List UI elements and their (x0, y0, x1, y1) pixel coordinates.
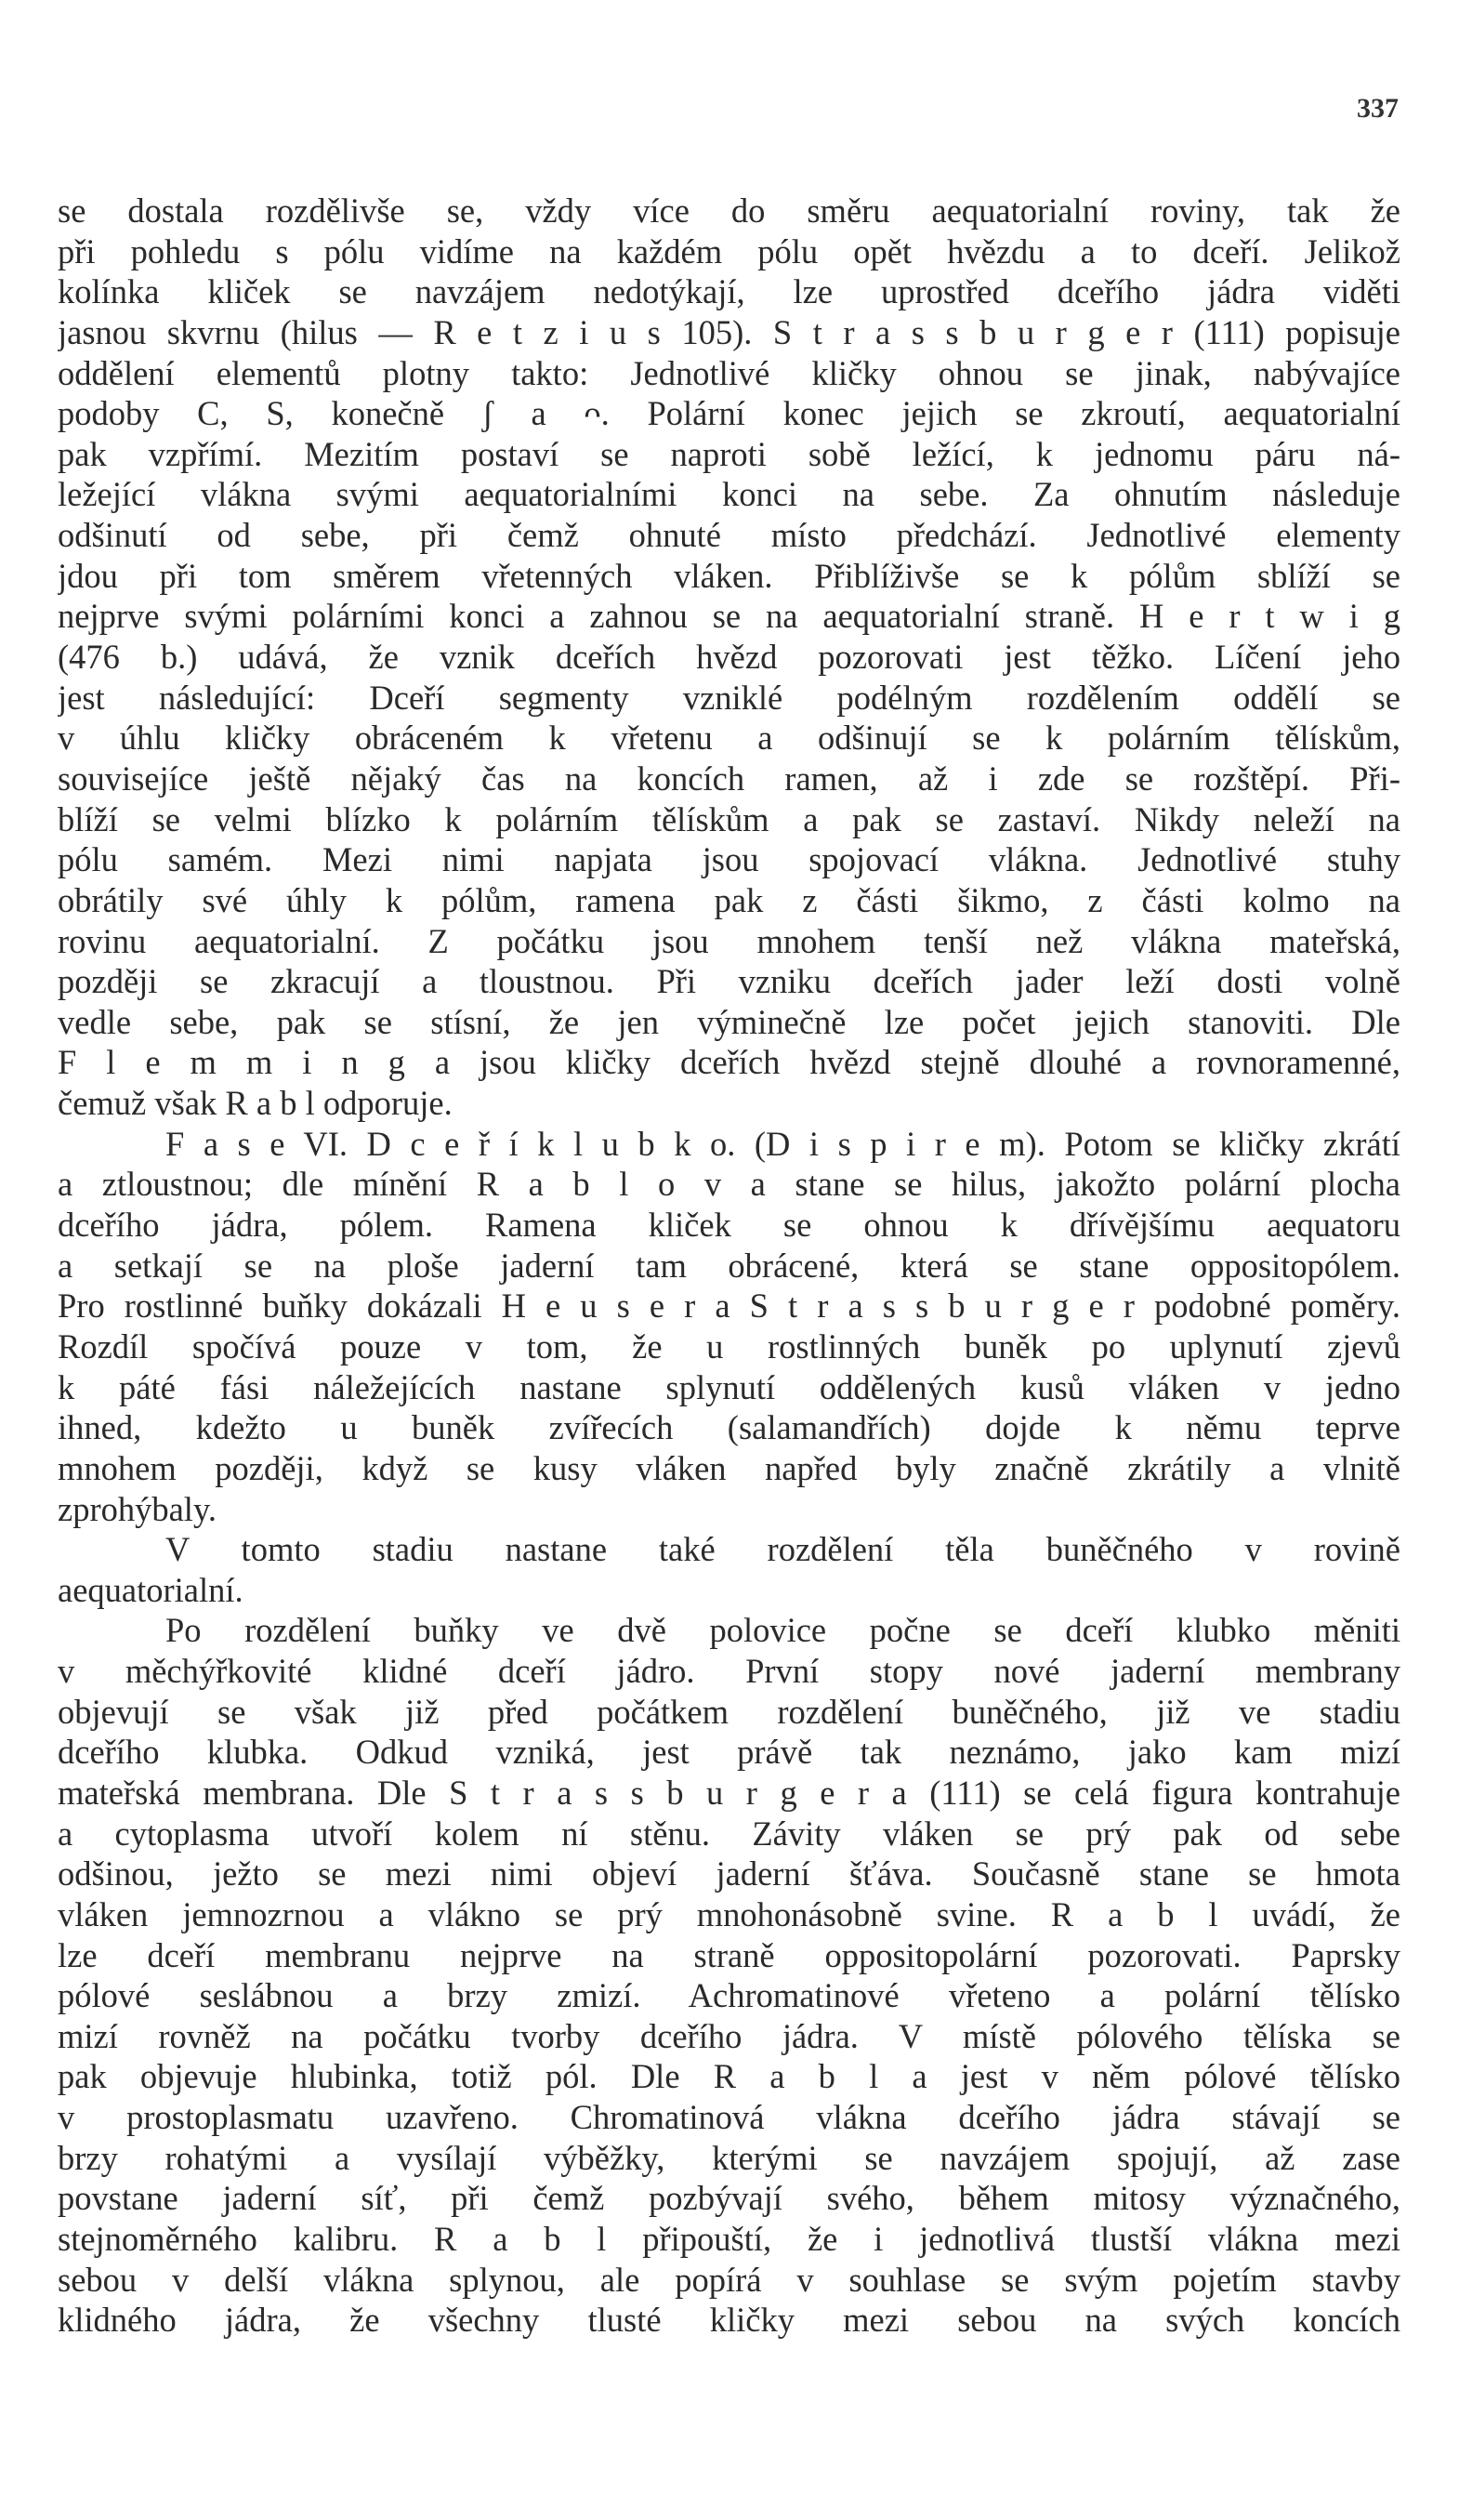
text-line: souvisejíce ještě nějaký čas na koncích ramen, až i zde se rozštěpí. Při- (58, 759, 1400, 798)
text-line: podoby C, S, konečně ʃ a ᴖ. Polární konec jejich se zkroutí, aequatorialní (58, 394, 1400, 433)
text-line: pólové seslábnou a brzy zmizí. Achromatinové vřeteno a polární tělísko (58, 1976, 1400, 2015)
page-number: 337 (1357, 93, 1399, 124)
text-line: v měchýřkovité klidné dceří jádro. První stopy nové jaderní membrany (58, 1652, 1400, 1691)
text-line: (476 b.) udává, že vznik dceřích hvězd pozorovati jest těžko. Líčení jeho (58, 638, 1400, 677)
text-line: pak vzpřímí. Mezitím postaví se naproti sobě ležící, k jednomu páru ná- (58, 434, 1400, 473)
text-line: odšinutí od sebe, při čemž ohnuté místo předchází. Jednotlivé elementy (58, 516, 1400, 555)
text-line: objevují se však již před počátkem rozdělení buněčného, již ve stadiu (58, 1692, 1400, 1731)
text-line: ležející vlákna svými aequatorialními konci na sebe. Za ohnutím následuje (58, 475, 1400, 514)
text-line: klidného jádra, že všechny tlusté kličky mezi sebou na svých koncích (58, 2301, 1400, 2340)
text-line: blíží se velmi blízko k polárním tělískům a pak se zastaví. Nikdy neleží na (58, 799, 1400, 838)
text-line: a cytoplasma utvoří kolem ní stěnu. Závity vláken se prý pak od sebe (58, 1814, 1400, 1853)
text-line: Po rozdělení buňky ve dvě polovice počne se dceří klubko měniti (165, 1611, 1400, 1650)
text-line: dceřího jádra, pólem. Ramena kliček se ohnou k dřívějšímu aequatoru (58, 1206, 1400, 1245)
text-line: mateřská membrana. Dle S t r a s s b u r g e r a (111) se celá figura kontrahuje (58, 1773, 1400, 1812)
text-line: a setkají se na ploše jaderní tam obrácené, která se stane oppositopólem. (58, 1246, 1400, 1285)
text-line: Pro rostlinné buňky dokázali H e u s e r a S t r a s s b u r g e r podobné poměry. (58, 1286, 1400, 1326)
text-line: při pohledu s pólu vidíme na každém pólu opět hvězdu a to dceří. Jelikož (58, 231, 1400, 270)
text-line: kolínka kliček se navzájem nedotýkají, lze uprostřed dceřího jádra viděti (58, 272, 1400, 311)
text-line: jest následující: Dceří segmenty vzniklé podélným rozdělením oddělí se (58, 678, 1400, 717)
text-line: lze dceří membranu nejprve na straně oppositopolární pozorovati. Paprsky (58, 1935, 1400, 1974)
text-line: čemuž však R a b l odporuje. (58, 1084, 453, 1123)
text-line: brzy rohatými a vysílají výběžky, kterými se navzájem spojují, až zase (58, 2138, 1400, 2177)
text-line: a ztloustnou; dle mínění R a b l o v a stane se hilus, jakožto polární plocha (58, 1165, 1400, 1204)
text-line: pak objevuje hlubinka, totiž pól. Dle R a b l a jest v něm pólové tělísko (58, 2057, 1400, 2096)
text-line: obrátily své úhly k pólům, ramena pak z části šikmo, z části kolmo na (58, 880, 1400, 919)
text-line: vláken jemnozrnou a vlákno se prý mnohonásobně svine. R a b l uvádí, že (58, 1894, 1400, 1933)
text-line: V tomto stadiu nastane také rozdělení těla buněčného v rovině (165, 1530, 1400, 1569)
text-line: mizí rovněž na počátku tvorby dceřího jádra. V místě pólového tělíska se (58, 2016, 1400, 2055)
text-line: Rozdíl spočívá pouze v tom, že u rostlinných buněk po uplynutí zjevů (58, 1326, 1400, 1366)
text-line: ihned, kdežto u buněk zvířecích (salamandřích) dojde k němu teprve (58, 1408, 1400, 1447)
text-line: mnohem později, když se kusy vláken napřed byly značně zkrátily a vlnitě (58, 1448, 1400, 1487)
text-line: povstane jaderní síť, při čemž pozbývají svého, během mitosy význačného, (58, 2179, 1400, 2218)
text-line: se dostala rozdělivše se, vždy více do směru aequatorialní roviny, tak že (58, 191, 1400, 230)
text-line: jasnou skvrnu (hilus — R e t z i u s 105). S t r a s s b u r g e r (111) popisuje (58, 312, 1400, 351)
text-line: stejnoměrného kalibru. R a b l připouští, že i jednotlivá tlustší vlákna mezi (58, 2220, 1400, 2259)
text-line: v úhlu kličky obráceném k vřetenu a odšinují se k polárním tělískům, (58, 719, 1400, 758)
text-line: k páté fási náležejících nastane splynutí oddělených kusů vláken v jedno (58, 1367, 1400, 1406)
text-line: později se zkracují a tloustnou. Při vzniku dceřích jader leží dosti volně (58, 962, 1400, 1001)
text-line: odšinou, ježto se mezi nimi objeví jaderní šťáva. Současně stane se hmota (58, 1854, 1400, 1893)
text-line: jdou při tom směrem vřetenných vláken. Přiblíživše se k pólům sblíží se (58, 556, 1400, 595)
text-line: zprohýbaly. (58, 1489, 217, 1528)
body-text (58, 191, 1400, 2341)
text-line: F a s e VI. D c e ř í k l u b k o. (D i s p i r e m). Potom se kličky zkrátí (165, 1124, 1400, 1163)
text-line: v prostoplasmatu uzavřeno. Chromatinová vlákna dceřího jádra stávají se (58, 2098, 1400, 2137)
text-line: oddělení elementů plotny takto: Jednotlivé kličky ohnou se jinak, nabývajíce (58, 353, 1400, 392)
text-line: dceřího klubka. Odkud vzniká, jest právě tak neznámo, jako kam mizí (58, 1733, 1400, 1772)
text-line: aequatorialní. (58, 1570, 243, 1609)
text-line: F l e m m i n g a jsou kličky dceřích hvězd stejně dlouhé a rovnoramenné, (58, 1043, 1400, 1082)
text-line: rovinu aequatorialní. Z počátku jsou mnohem tenší než vlákna mateřská, (58, 921, 1400, 960)
text-line: sebou v delší vlákna splynou, ale popírá v souhlase se svým pojetím stavby (58, 2260, 1400, 2299)
text-line: nejprve svými polárními konci a zahnou se na aequatorialní straně. H e r t w i g (58, 597, 1400, 636)
text-line: pólu samém. Mezi nimi napjata jsou spojovací vlákna. Jednotlivé stuhy (58, 840, 1400, 879)
text-line: vedle sebe, pak se stísní, že jen výminečně lze počet jejich stanoviti. Dle (58, 1002, 1400, 1041)
